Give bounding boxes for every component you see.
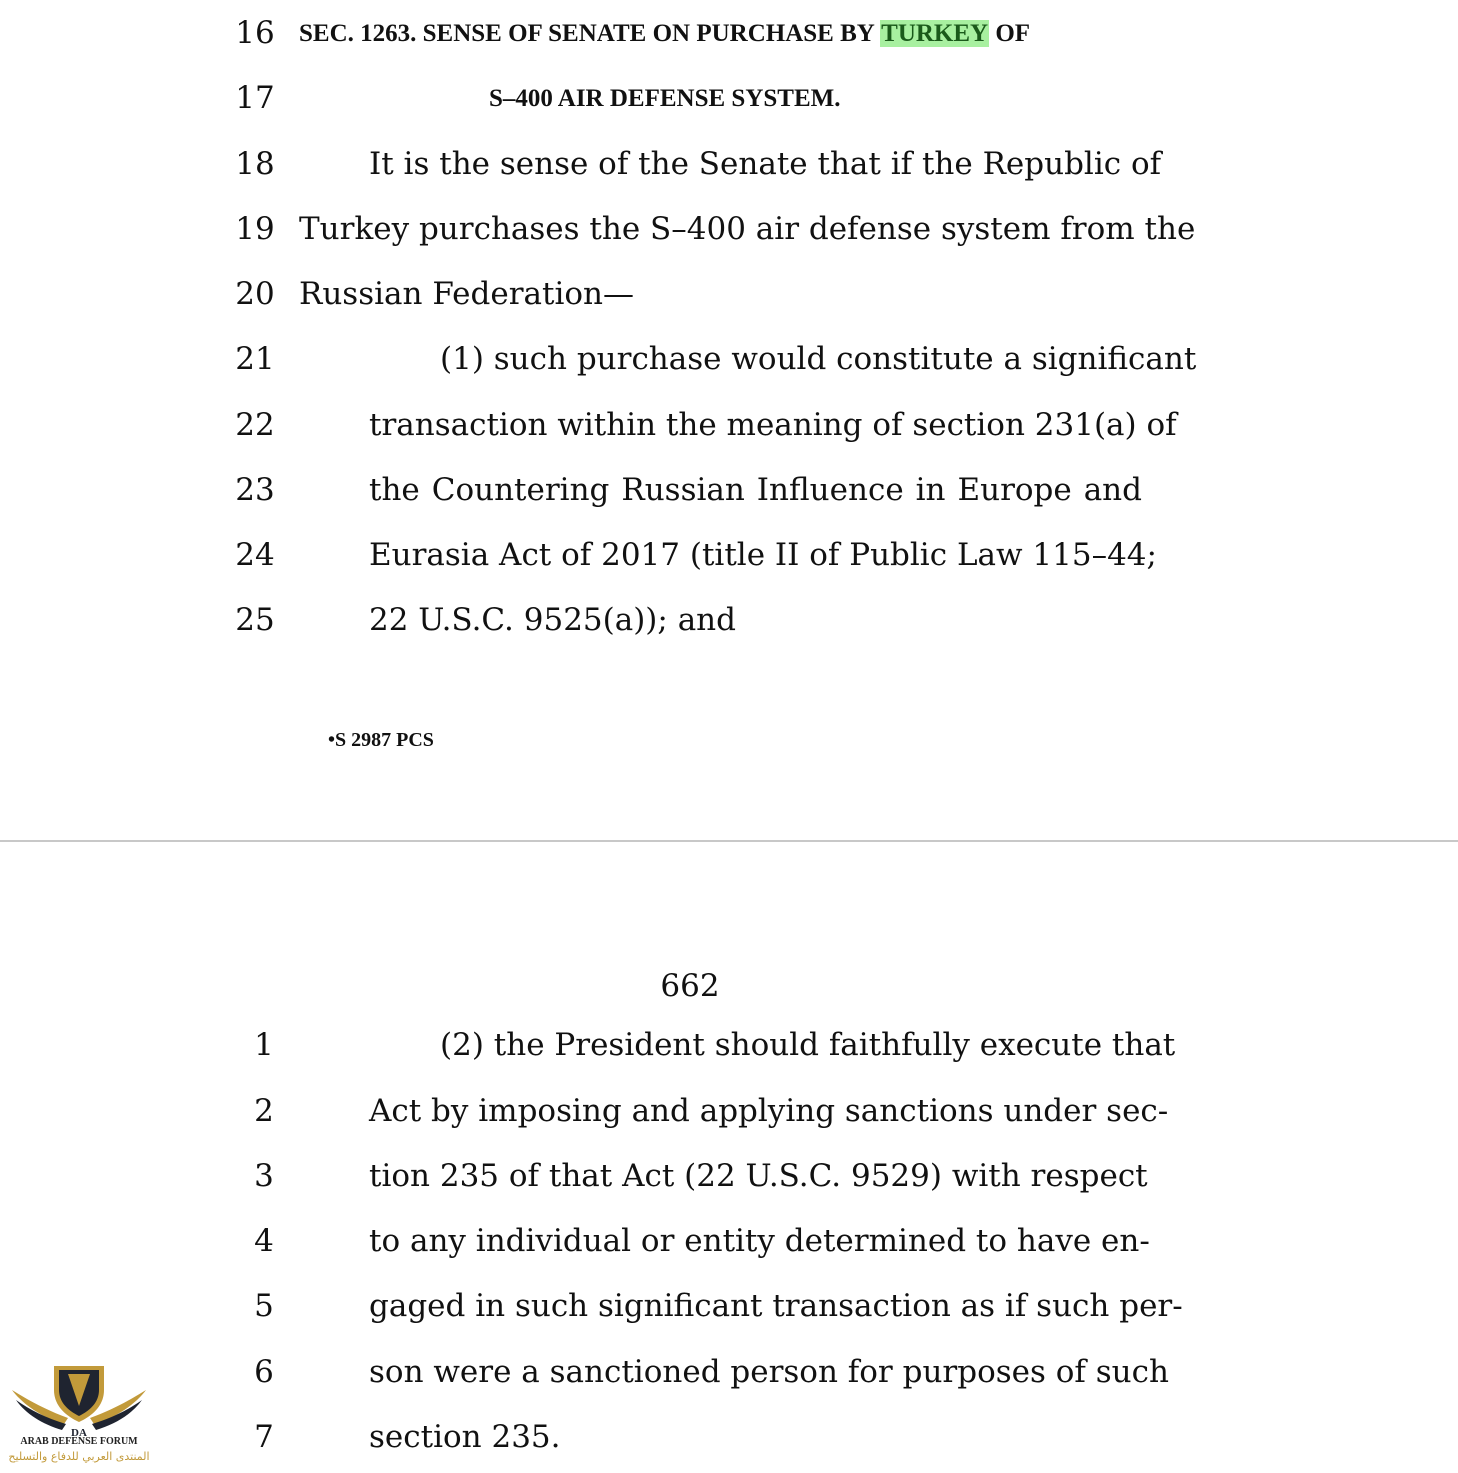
body-line: (1) such purchase would constitute a significant (440, 341, 1197, 377)
line-number: 4 (254, 1223, 274, 1259)
line-number: 6 (254, 1354, 274, 1390)
line-number: 17 (235, 80, 275, 116)
body-line: It is the sense of the Senate that if the Republic of (369, 146, 1162, 182)
body-line: Russian Federation— (299, 276, 634, 312)
line-number: 21 (235, 341, 275, 377)
line-number: 22 (235, 407, 275, 443)
line-number: 5 (254, 1288, 274, 1324)
body-line: transaction within the meaning of section 231(a) of (369, 407, 1177, 443)
heading-text-end: OF (989, 20, 1031, 47)
line-number: 1 (254, 1027, 274, 1063)
page-divider (0, 840, 1458, 842)
logo-name-ar: المنتدى العربي للدفاع والتسليح (8, 1450, 150, 1463)
arab-defense-forum-logo-icon (8, 1360, 150, 1436)
watermark-logo (8, 1360, 150, 1470)
body-line: Act by imposing and applying sanctions under sec- (369, 1093, 1169, 1129)
body-line: son were a sanctioned person for purposes of such (369, 1354, 1169, 1390)
logo-name-en: ARAB DEFENSE FORUM (20, 1436, 138, 1447)
line-number: 20 (235, 276, 275, 312)
line-number: 23 (235, 472, 275, 508)
line-number: 16 (235, 15, 275, 51)
body-line: the Countering Russian Influence in Europe and (369, 472, 1142, 508)
line-number: 25 (235, 602, 275, 638)
section-heading-continued: S–400 AIR DEFENSE SYSTEM. (489, 85, 841, 112)
highlighted-search-term: TURKEY (881, 20, 989, 47)
body-line: to any individual or entity determined to have en- (369, 1223, 1150, 1259)
body-line: gaged in such significant transaction as if such per- (369, 1288, 1183, 1324)
line-number: 2 (254, 1093, 274, 1129)
section-heading (299, 16, 1030, 52)
line-number: 19 (235, 211, 275, 247)
bill-identifier: •S 2987 PCS (328, 729, 434, 751)
line-number: 7 (254, 1419, 274, 1455)
body-line: Eurasia Act of 2017 (title II of Public Law 115–44; (369, 537, 1157, 573)
body-line: 22 U.S.C. 9525(a)); and (369, 602, 736, 638)
logo-monogram: DA (71, 1427, 87, 1436)
line-number: 18 (235, 146, 275, 182)
heading-text: SEC. 1263. SENSE OF SENATE ON PURCHASE BY (299, 20, 881, 47)
body-line: (2) the President should faithfully execute that (440, 1027, 1176, 1063)
body-line: section 235. (369, 1419, 561, 1455)
line-number: 24 (235, 537, 275, 573)
body-line: tion 235 of that Act (22 U.S.C. 9529) with respect (369, 1158, 1148, 1194)
line-number: 3 (254, 1158, 274, 1194)
page-number: 662 (660, 968, 720, 1004)
body-line: Turkey purchases the S–400 air defense system from the (299, 211, 1196, 247)
